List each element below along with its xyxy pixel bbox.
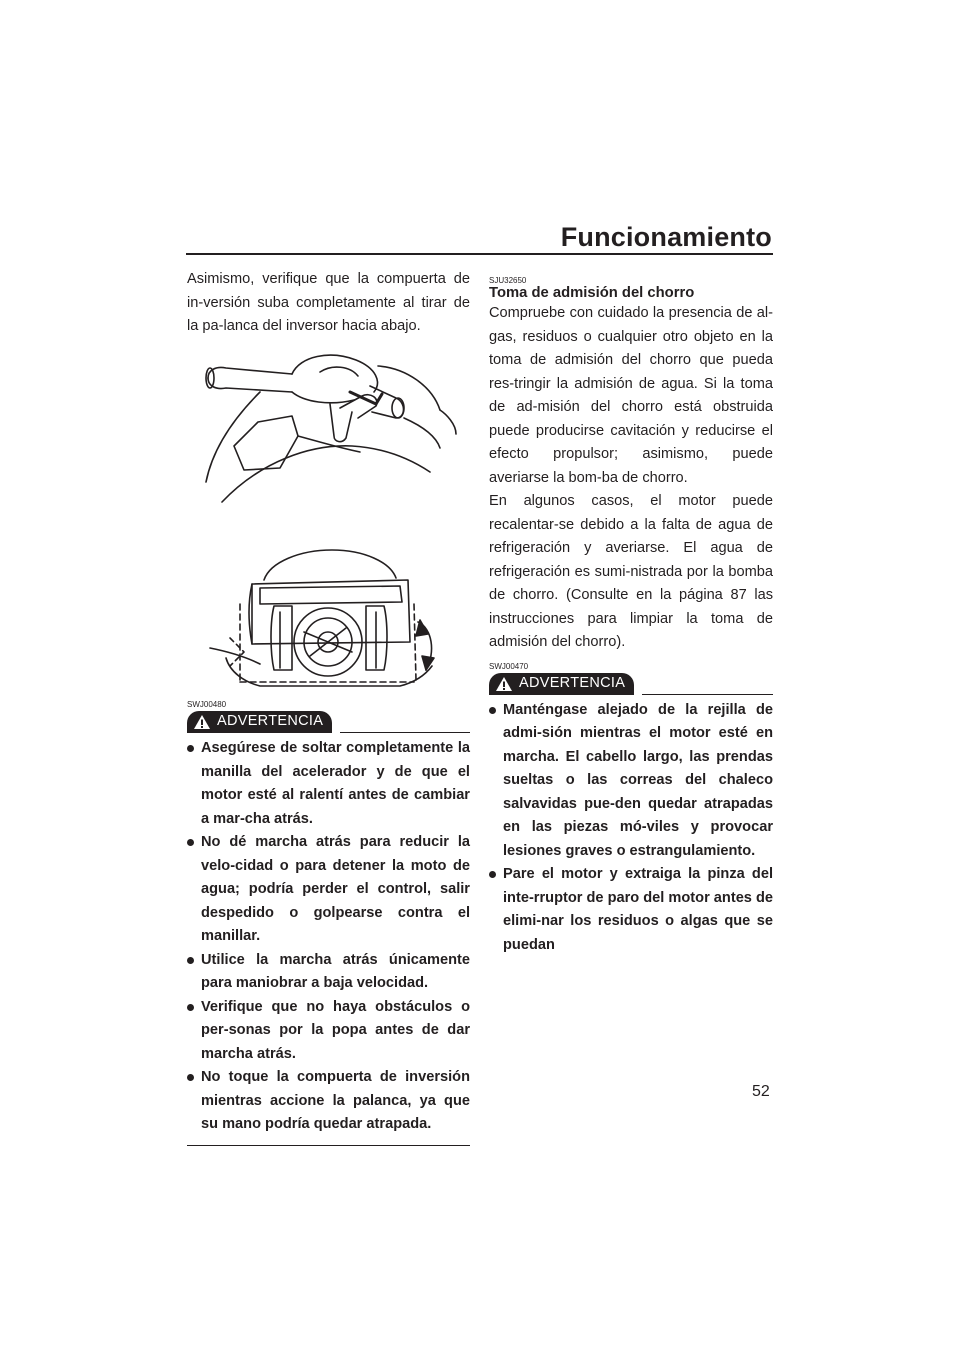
warning-item: Pare el motor y extraiga la pinza del inte-rruptor de paro del motor antes de elimi-nar los residuos o algas que se puedan <box>489 863 773 957</box>
warning-list <box>489 699 773 958</box>
section-title: Toma de admisión del chorro <box>489 285 695 301</box>
header-rule <box>186 253 773 255</box>
warning-rule <box>340 732 470 733</box>
warning-item: Asegúrese de soltar completamente la manilla del acelerador y de que el motor esté al ralentí antes de cambiar a mar-cha atrás. <box>187 737 470 831</box>
warning-header <box>187 709 470 733</box>
warning-list <box>187 737 470 1137</box>
right-column <box>489 276 773 957</box>
warning-code: SWJ00480 <box>187 700 227 709</box>
warning-item: No toque la compuerta de inversión mientras accione la palanca, ya que su mano podría quedar atrapada. <box>187 1066 470 1137</box>
reverse-gate-illustration <box>200 352 462 697</box>
left-column <box>187 268 470 339</box>
warning-rule <box>642 694 773 695</box>
warning-item: Utilice la marcha atrás únicamente para maniobrar a baja velocidad. <box>187 949 470 996</box>
body-paragraph: En algunos casos, el motor puede recalentar-se debido a la falta de agua de refrigeración y averiarse. El agua de refrigeración es sumi-nistrada por la bomba de chorro. (Consulte en la página 87 las instrucciones para limpiar la toma de admisión del chorro). <box>489 493 773 650</box>
warning-label: ADVERTENCIA <box>519 674 626 691</box>
body-paragraph: Compruebe con cuidado la presencia de al-gas, residuos o cualquier otro objeto en la toma de admisión del chorro que pueda res-tringir la admisión de agua. Si la toma de ad-misión del chorro está obstruida puede producirse cavitación y reducirse el efecto propulsor; asimismo, puede averiarse la bom-ba de chorro. <box>489 305 773 486</box>
page-title: Funcionamiento <box>560 222 772 252</box>
warning-label: ADVERTENCIA <box>217 713 324 730</box>
warning-triangle-icon <box>495 676 513 692</box>
warning-item: Manténgase alejado de la rejilla de admi-sión mientras el motor esté en marcha. El cabello largo, las prendas sueltas o las correas del chaleco salvavidas pue-den quedar atrapadas en las piezas mó-viles y provocar lesiones graves o estrangulamiento. <box>489 699 773 864</box>
warning-badge <box>187 711 332 733</box>
left-warning <box>187 700 470 1146</box>
page-number: 52 <box>752 1083 770 1100</box>
warning-header <box>489 671 773 695</box>
reverse-gate-drawing <box>210 550 434 686</box>
intro-paragraph: Asimismo, verifique que la compuerta de in-versión suba completamente al tirar de la pa-lanca del inversor hacia abajo. <box>187 271 470 334</box>
warning-badge <box>489 673 634 695</box>
section-code: SJU32650 <box>489 276 527 285</box>
handlebar-drawing <box>206 355 456 502</box>
warning-end-rule <box>187 1145 470 1146</box>
warning-item: Verifique que no haya obstáculos o per-sonas por la popa antes de dar marcha atrás. <box>187 996 470 1067</box>
warning-item: No dé marcha atrás para reducir la velo-cidad o para detener la moto de agua; podría perder el control, salir despedido o golpearse contra el manillar. <box>187 831 470 949</box>
warning-code: SWJ00470 <box>489 661 529 671</box>
warning-triangle-icon <box>193 714 211 730</box>
